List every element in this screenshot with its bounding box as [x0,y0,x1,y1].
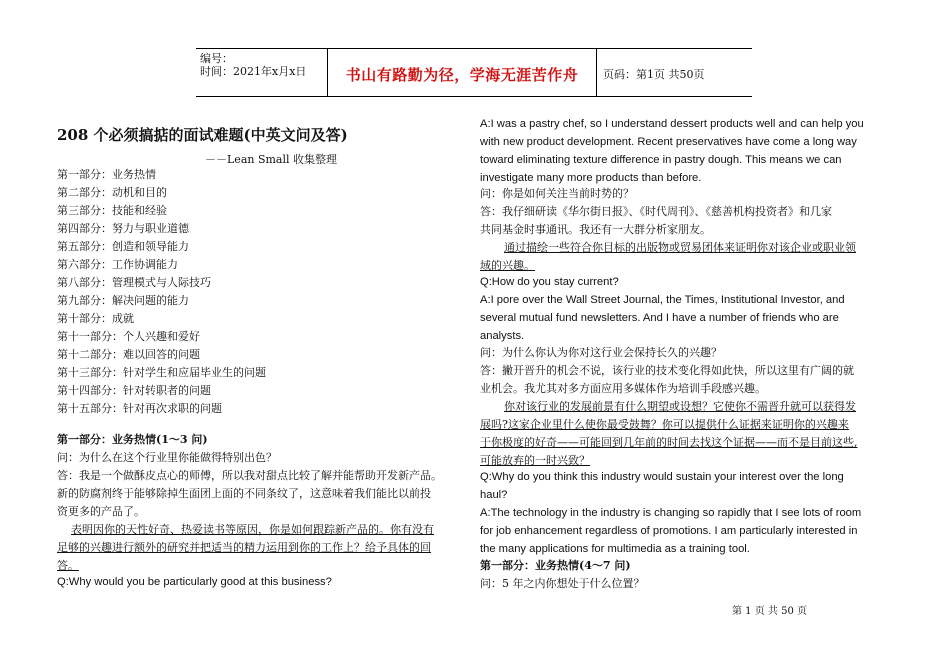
answer-cn-line: 业机会。我尤其对多方面应用多媒体作为培训手段感兴趣。 [480,382,766,395]
tip-line: 表明因你的天性好奇、热爱读书等原因，你是如何跟踪新产品的。你有没有 [71,523,434,536]
answer-cn-line: 共同基金时事通讯。我还有一大群分析家朋友。 [480,223,711,236]
toc-item: 第三部分：技能和经验 [57,204,167,217]
tip-line: 于你极度的好奇——可能回到几年前的时间去找这个证据——而不是目前这些, [480,436,858,449]
toc-item: 第十五部分：针对再次求职的问题 [57,402,222,415]
document-title: 208 个必须搞掂的面试难题(中英文问及答) [57,126,348,144]
question-en-line: haul? [480,489,508,501]
answer-cn-line: 答：我仔细研读《华尔街日报》、《时代周刊》、《慈善机构投资者》和几家 [480,205,832,218]
toc-item: 第四部分：努力与职业道德 [57,222,189,235]
number-label: 编号： [200,52,233,65]
question-en: Q:How do you stay current? [480,276,619,288]
answer-en-line: with new product development. Recent preservatives have come a long way [480,136,857,148]
header-meta-cell [196,49,328,96]
time-label: 时间：2021年x月x日 [200,65,307,78]
toc-item: 第九部分：解决问题的能力 [57,294,189,307]
question-en: Q:Why would you be particularly good at this business? [57,576,332,588]
answer-en-line: toward eliminating texture difference in pastry dough. This means we can [480,154,842,166]
toc-item: 第十二部分：难以回答的问题 [57,348,200,361]
tip-line: 域的兴趣。 [480,259,535,272]
toc-item: 第八部分：管理模式与人际技巧 [57,276,211,289]
toc-item: 第二部分：动机和目的 [57,186,167,199]
question-cn: 问：为什么在这个行业里你能做得特别出色？ [57,451,277,464]
question-cn: 问：5 年之内你想处于什么位置？ [480,577,645,590]
header-motto-cell [328,49,597,96]
tip-line: 可能放弃的一时兴致？ [480,454,590,467]
page-footer: 第 1 页 共 50 页 [732,606,807,617]
toc-item: 第十三部分：针对学生和应届毕业生的问题 [57,366,266,379]
toc-item: 第十一部分：个人兴趣和爱好 [57,330,200,343]
tip-line: 通过描绘一些符合你目标的出版物或贸易团体来证明你对该企业或职业领 [504,241,856,254]
question-en-line: Q:Why do you think this industry would sustain your interest over the long [480,471,844,483]
tip-line: 你对该行业的发展前景有什么期望或设想？它使你不需晋升就可以获得发 [504,400,856,413]
answer-en-line: A:The technology in the industry is changing so rapidly that I see lots of room [480,507,862,519]
answer-en-line: the many applications for multimedia as a training tool. [480,543,750,555]
answer-cn-line: 答：我是一个做酥皮点心的师傅，所以我对甜点比较了解并能帮助开发新产品。 [57,469,442,482]
answer-cn-line: 新的防腐剂终于能够除掉生面团上面的不同条纹了，这意味着我们能比以前投 [57,487,431,500]
page-header [196,48,752,97]
tip-line: 足够的兴趣进行额外的研究并把适当的精力运用到你的工作上？给予具体的回 [57,541,431,554]
question-cn: 问：你是如何关注当前时势的？ [480,187,634,200]
section-heading: 第一部分：业务热情(1～3 问) [57,433,208,446]
answer-cn-line: 资更多的产品了。 [57,505,145,518]
answer-en-line: A:I was a pastry chef, so I understand dessert products well and can help you [480,118,864,130]
section-heading: 第一部分：业务热情(4～7 问) [480,559,631,572]
motto: 书山有路勤为径，学海无涯苦作舟 [345,66,579,84]
answer-en-line: for job enhancement regardless of promotions. I am particularly interested in [480,525,858,537]
tip-line: 答。 [57,559,79,572]
page-label: 页码：第1页 共50页 [603,68,705,81]
toc-item: 第十部分：成就 [57,312,134,325]
answer-cn-line: 答：撇开晋升的机会不说，该行业的技术变化得如此快，所以这里有广阔的就 [480,364,854,377]
answer-en-line: A:I pore over the Wall Street Journal, the Times, Institutional Investor, and [480,294,845,306]
toc-item: 第六部分：工作协调能力 [57,258,178,271]
answer-en-line: analysts. [480,330,525,342]
question-cn: 问：为什么你认为你对这行业会保持长久的兴趣？ [480,346,722,359]
tip-line: 展吗?这家企业里什么使你最受鼓舞？你可以提供什么证据来证明你的兴趣来 [480,418,849,431]
toc-item: 第五部分：创造和领导能力 [57,240,189,253]
answer-en-line: several mutual fund newsletters. And I have a number of friends who are [480,312,839,324]
document-subtitle: －－Lean Small 收集整理 [205,153,338,166]
header-page-cell [597,49,752,96]
toc-item: 第十四部分：针对转职者的问题 [57,384,211,397]
toc-item: 第一部分：业务热情 [57,168,156,181]
answer-en-line: investigate many more products than before. [480,172,702,184]
